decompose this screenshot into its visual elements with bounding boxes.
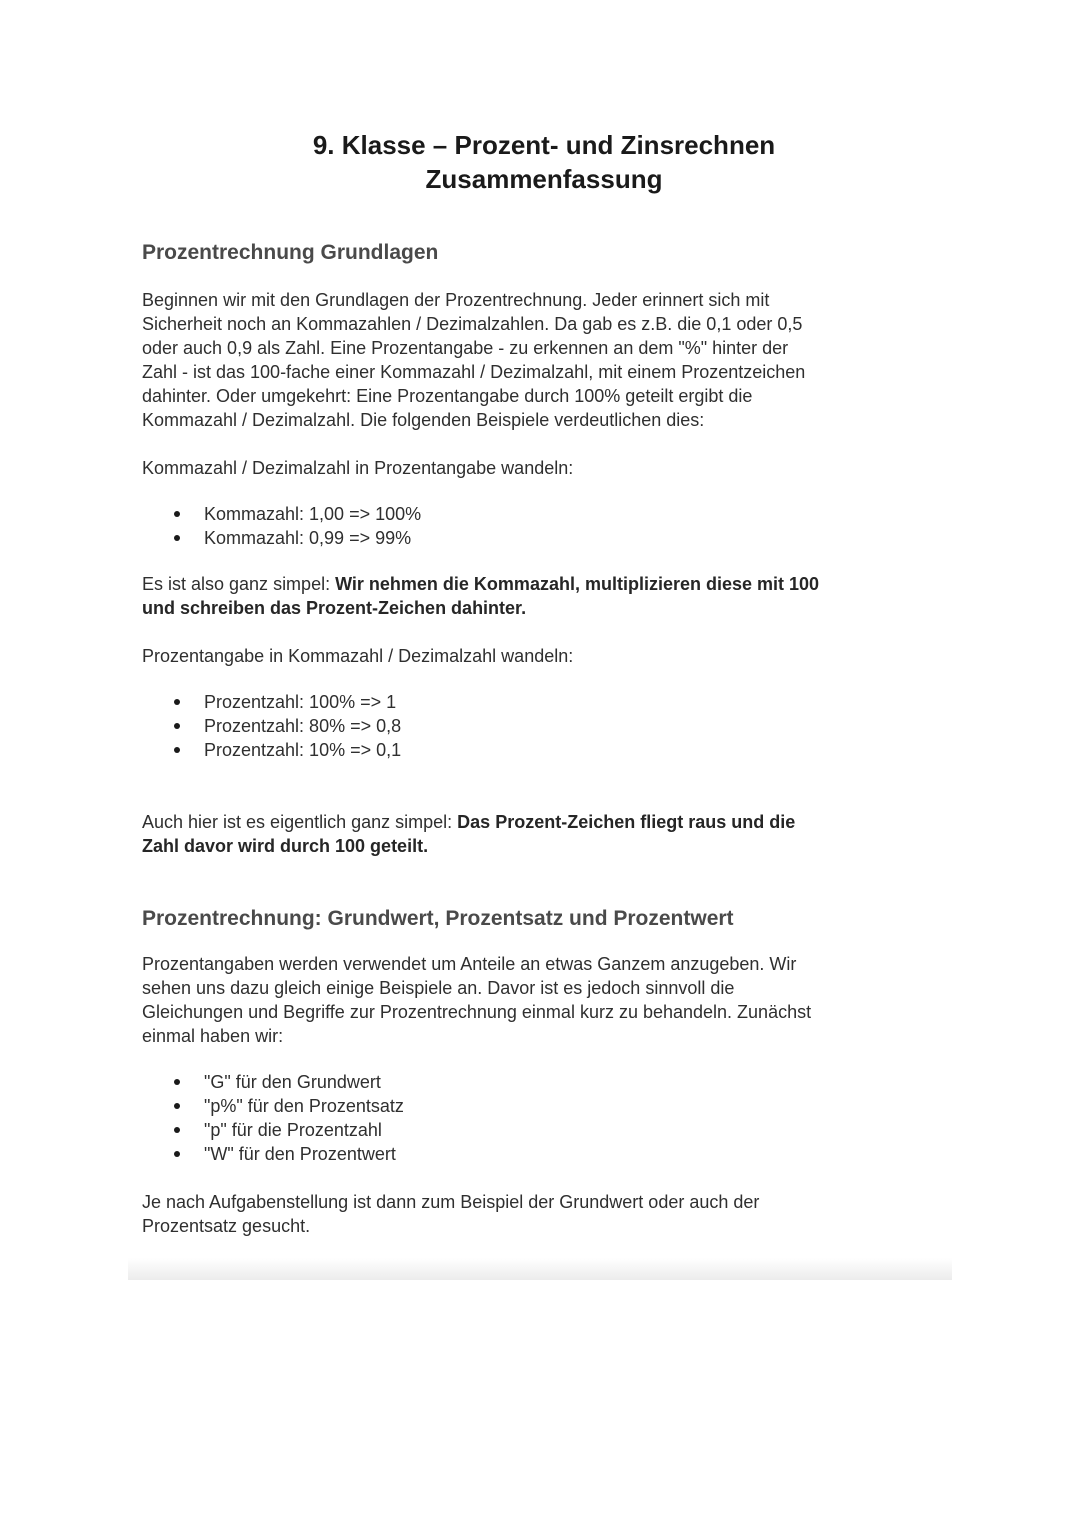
- bullet-icon: [174, 723, 180, 729]
- intro-paragraph: Beginnen wir mit den Grundlagen der Prozentrechnung. Jeder erinnert sich mit Sicherheit noch an Kommazahlen / Dezimalzahlen. Da gab es z.B. die 0,1 oder 0,5 oder auch 0,9 als Zahl. Eine Prozentangabe - zu erkennen an dem "%" hinter der Zahl - ist das 100-fache einer Kommazahl / Dezimalzahl, mit einem Prozentzeichen dahinter. Oder umgekehrt: Eine Prozentangabe durch 100% geteilt ergibt die Kommazahl / Dezimalzahl. Die folgenden Beispiele verdeutlichen dies:: [142, 290, 806, 430]
- list-item: Kommazahl: 1,00 => 100%: [142, 502, 942, 526]
- intro-paragraph-2: Prozentangaben werden verwendet um Anteile an etwas Ganzem anzugeben. Wir sehen uns dazu gleich einige Beispiele an. Davor ist es jedoch sinnvoll die Gleichungen und Begriffe zur Prozentrechnung einmal kurz zu behandeln. Zunächst einmal haben wir:: [142, 954, 812, 1046]
- title-line-1: 9. Klasse – Prozent- und Zinsrechnen: [312, 130, 776, 160]
- to-decimal-label: Prozentangabe in Kommazahl / Dezimalzahl wandeln:: [142, 646, 574, 666]
- bullet-icon: [174, 1103, 180, 1109]
- rule-paragraph-2: Auch hier ist es eigentlich ganz simpel: Das Prozent-Zeichen fliegt raus und die Zahl davor wird durch 100 geteilt.: [142, 812, 796, 856]
- to-percent-list: [142, 502, 942, 550]
- rule-paragraph-1: Es ist also ganz simpel: Wir nehmen die Kommazahl, multiplizieren diese mit 100 und schreiben das Prozent-Zeichen dahinter.: [142, 574, 820, 618]
- bullet-icon: [174, 1079, 180, 1085]
- list-item: "p%" für den Prozentsatz: [142, 1094, 942, 1118]
- bullet-icon: [174, 747, 180, 753]
- to-percent-label: Kommazahl / Dezimalzahl in Prozentangabe wandeln:: [142, 458, 574, 478]
- bullet-icon: [174, 1127, 180, 1133]
- section-heading-grundlagen: Prozentrechnung Grundlagen: [142, 241, 439, 264]
- bullet-icon: [174, 1151, 180, 1157]
- to-decimal-list: [142, 690, 942, 762]
- closing-paragraph: Je nach Aufgabenstellung ist dann zum Beispiel der Grundwert oder auch der Prozentsatz gesucht.: [142, 1192, 760, 1236]
- list-item: "p" für die Prozentzahl: [142, 1118, 942, 1142]
- document-page: [142, 128, 942, 1238]
- bullet-icon: [174, 511, 180, 517]
- scan-shadow: [128, 1258, 952, 1280]
- list-item: Prozentzahl: 10% => 0,1: [142, 738, 942, 762]
- title-line-2: Zusammenfassung: [425, 164, 663, 194]
- terms-list: [142, 1070, 942, 1166]
- list-item: Prozentzahl: 100% => 1: [142, 690, 942, 714]
- list-item: "W" für den Prozentwert: [142, 1142, 942, 1166]
- bullet-icon: [174, 535, 180, 541]
- list-item: "G" für den Grundwert: [142, 1070, 942, 1094]
- list-item: Kommazahl: 0,99 => 99%: [142, 526, 942, 550]
- section-heading-grundwert: Prozentrechnung: Grundwert, Prozentsatz und Prozentwert: [142, 907, 734, 930]
- list-item: Prozentzahl: 80% => 0,8: [142, 714, 942, 738]
- bullet-icon: [174, 699, 180, 705]
- document-title: [142, 128, 942, 196]
